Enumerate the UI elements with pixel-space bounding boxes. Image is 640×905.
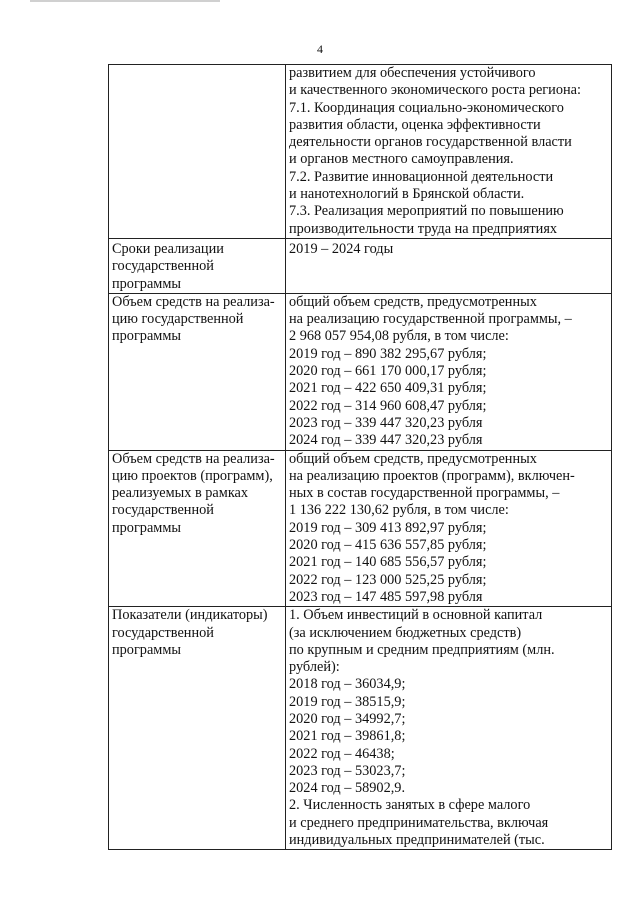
row-label-line: программы	[112, 275, 182, 292]
row-value-line: 2022 год – 123 000 525,25 рубля;	[289, 571, 487, 588]
row-value-line: на реализацию проектов (программ), включен-	[289, 467, 575, 484]
row-value-line: 1 136 222 130,62 рубля, в том числе:	[289, 502, 509, 519]
table-row-projects-funding	[109, 450, 612, 607]
row-value-line: 2023 год – 53023,7;	[289, 762, 406, 779]
row-value-line: на реализацию государственной программы, –	[289, 311, 572, 328]
row-value-line: развития области, оценка эффективности	[289, 116, 541, 133]
row-value-line: 2024 год – 58902,9.	[289, 780, 406, 797]
row-value-line: 2023 год – 147 485 597,98 рубля	[289, 588, 483, 605]
row-value-line: 2019 год – 38515,9;	[289, 693, 406, 710]
row-value-cell	[286, 607, 612, 850]
row-value-line: 2023 год – 339 447 320,23 рубля	[289, 414, 483, 431]
row-value-line: по крупным и средним предприятиям (млн.	[289, 641, 555, 658]
row-value-line: 2022 год – 46438;	[289, 745, 395, 762]
row-label-line: реализуемых в рамках	[112, 485, 249, 502]
row-value-line: ных в состав государственной программы, –	[289, 485, 560, 502]
row-value-cell	[286, 450, 612, 607]
program-passport-table	[108, 64, 612, 850]
row-label-line: Объем средств на реализа-	[112, 293, 275, 310]
row-value-line: 2020 год – 34992,7;	[289, 710, 406, 727]
row-label-line: цию проектов (программ),	[112, 467, 273, 484]
row-value-line: 2024 год – 339 447 320,23 рубля	[289, 432, 483, 449]
row-label-line: программы	[112, 641, 182, 658]
scan-artifact-line	[30, 0, 220, 2]
row-value-line: 2020 год – 415 636 557,85 рубля;	[289, 537, 487, 554]
row-value-line: и нанотехнологий в Брянской области.	[289, 186, 525, 203]
row-label-line: Показатели (индикаторы)	[112, 607, 268, 624]
table-row-implementation-period	[109, 238, 612, 293]
row-value-line: 2022 год – 314 960 608,47 рубля;	[289, 397, 487, 414]
row-value-cell	[286, 293, 612, 450]
row-label-line: государственной	[112, 258, 214, 275]
row-value-line: общий объем средств, предусмотренных	[289, 293, 537, 310]
row-label-line: программы	[112, 328, 182, 345]
row-label-cell	[109, 607, 286, 850]
row-value-line: 2021 год – 140 685 556,57 рубля;	[289, 554, 487, 571]
row-value-cell	[286, 65, 612, 239]
row-value-line: общий объем средств, предусмотренных	[289, 450, 537, 467]
row-label-cell	[109, 65, 286, 239]
row-value-line: 2020 год – 661 170 000,17 рубля;	[289, 363, 487, 380]
page-number: 4	[317, 42, 323, 56]
row-value-line: и качественного экономического роста региона:	[289, 82, 581, 99]
row-value-line: рублей):	[289, 659, 340, 676]
row-value-line: деятельности органов государственной власти	[289, 134, 572, 151]
table-row-goals-continued	[109, 65, 612, 239]
row-label-cell	[109, 238, 286, 293]
row-value-line: 2019 – 2024 годы	[289, 240, 394, 257]
table-row-program-funding	[109, 293, 612, 450]
row-label-line: государственной	[112, 502, 214, 519]
row-value-line: 1. Объем инвестиций в основной капитал	[289, 607, 543, 624]
row-value-line: и среднего предпринимательства, включая	[289, 814, 549, 831]
row-value-line: 2018 год – 36034,9;	[289, 676, 406, 693]
row-value-line: 7.3. Реализация мероприятий по повышению	[289, 203, 564, 220]
row-value-line: 7.1. Координация социально-экономического	[289, 99, 564, 116]
row-value-line: 2. Численность занятых в сфере малого	[289, 797, 531, 814]
row-label-line: программы	[112, 519, 182, 536]
row-value-line: развитием для обеспечения устойчивого	[289, 65, 536, 81]
row-value-cell	[286, 238, 612, 293]
row-value-line: 2019 год – 309 413 892,97 рубля;	[289, 519, 487, 536]
row-label-line: государственной	[112, 624, 214, 641]
row-value-line: 2021 год – 422 650 409,31 рубля;	[289, 380, 487, 397]
row-value-line: индивидуальных предпринимателей (тыс.	[289, 832, 545, 849]
row-label-line: Объем средств на реализа-	[112, 450, 275, 467]
row-value-line: 2 968 057 954,08 рубля, в том числе:	[289, 328, 509, 345]
row-label-cell	[109, 450, 286, 607]
table-row-indicators	[109, 607, 612, 850]
row-value-line: производительности труда на предприятиях	[289, 220, 558, 237]
row-value-line: 7.2. Развитие инновационной деятельности	[289, 168, 554, 185]
row-value-line: (за исключением бюджетных средств)	[289, 624, 522, 641]
row-label-line: цию государственной	[112, 311, 244, 328]
row-value-line: 2021 год – 39861,8;	[289, 728, 406, 745]
row-label-line: Сроки реализации	[112, 240, 224, 257]
row-value-line: 2019 год – 890 382 295,67 рубля;	[289, 345, 487, 362]
row-value-line: и органов местного самоуправления.	[289, 151, 514, 168]
row-label-cell	[109, 293, 286, 450]
